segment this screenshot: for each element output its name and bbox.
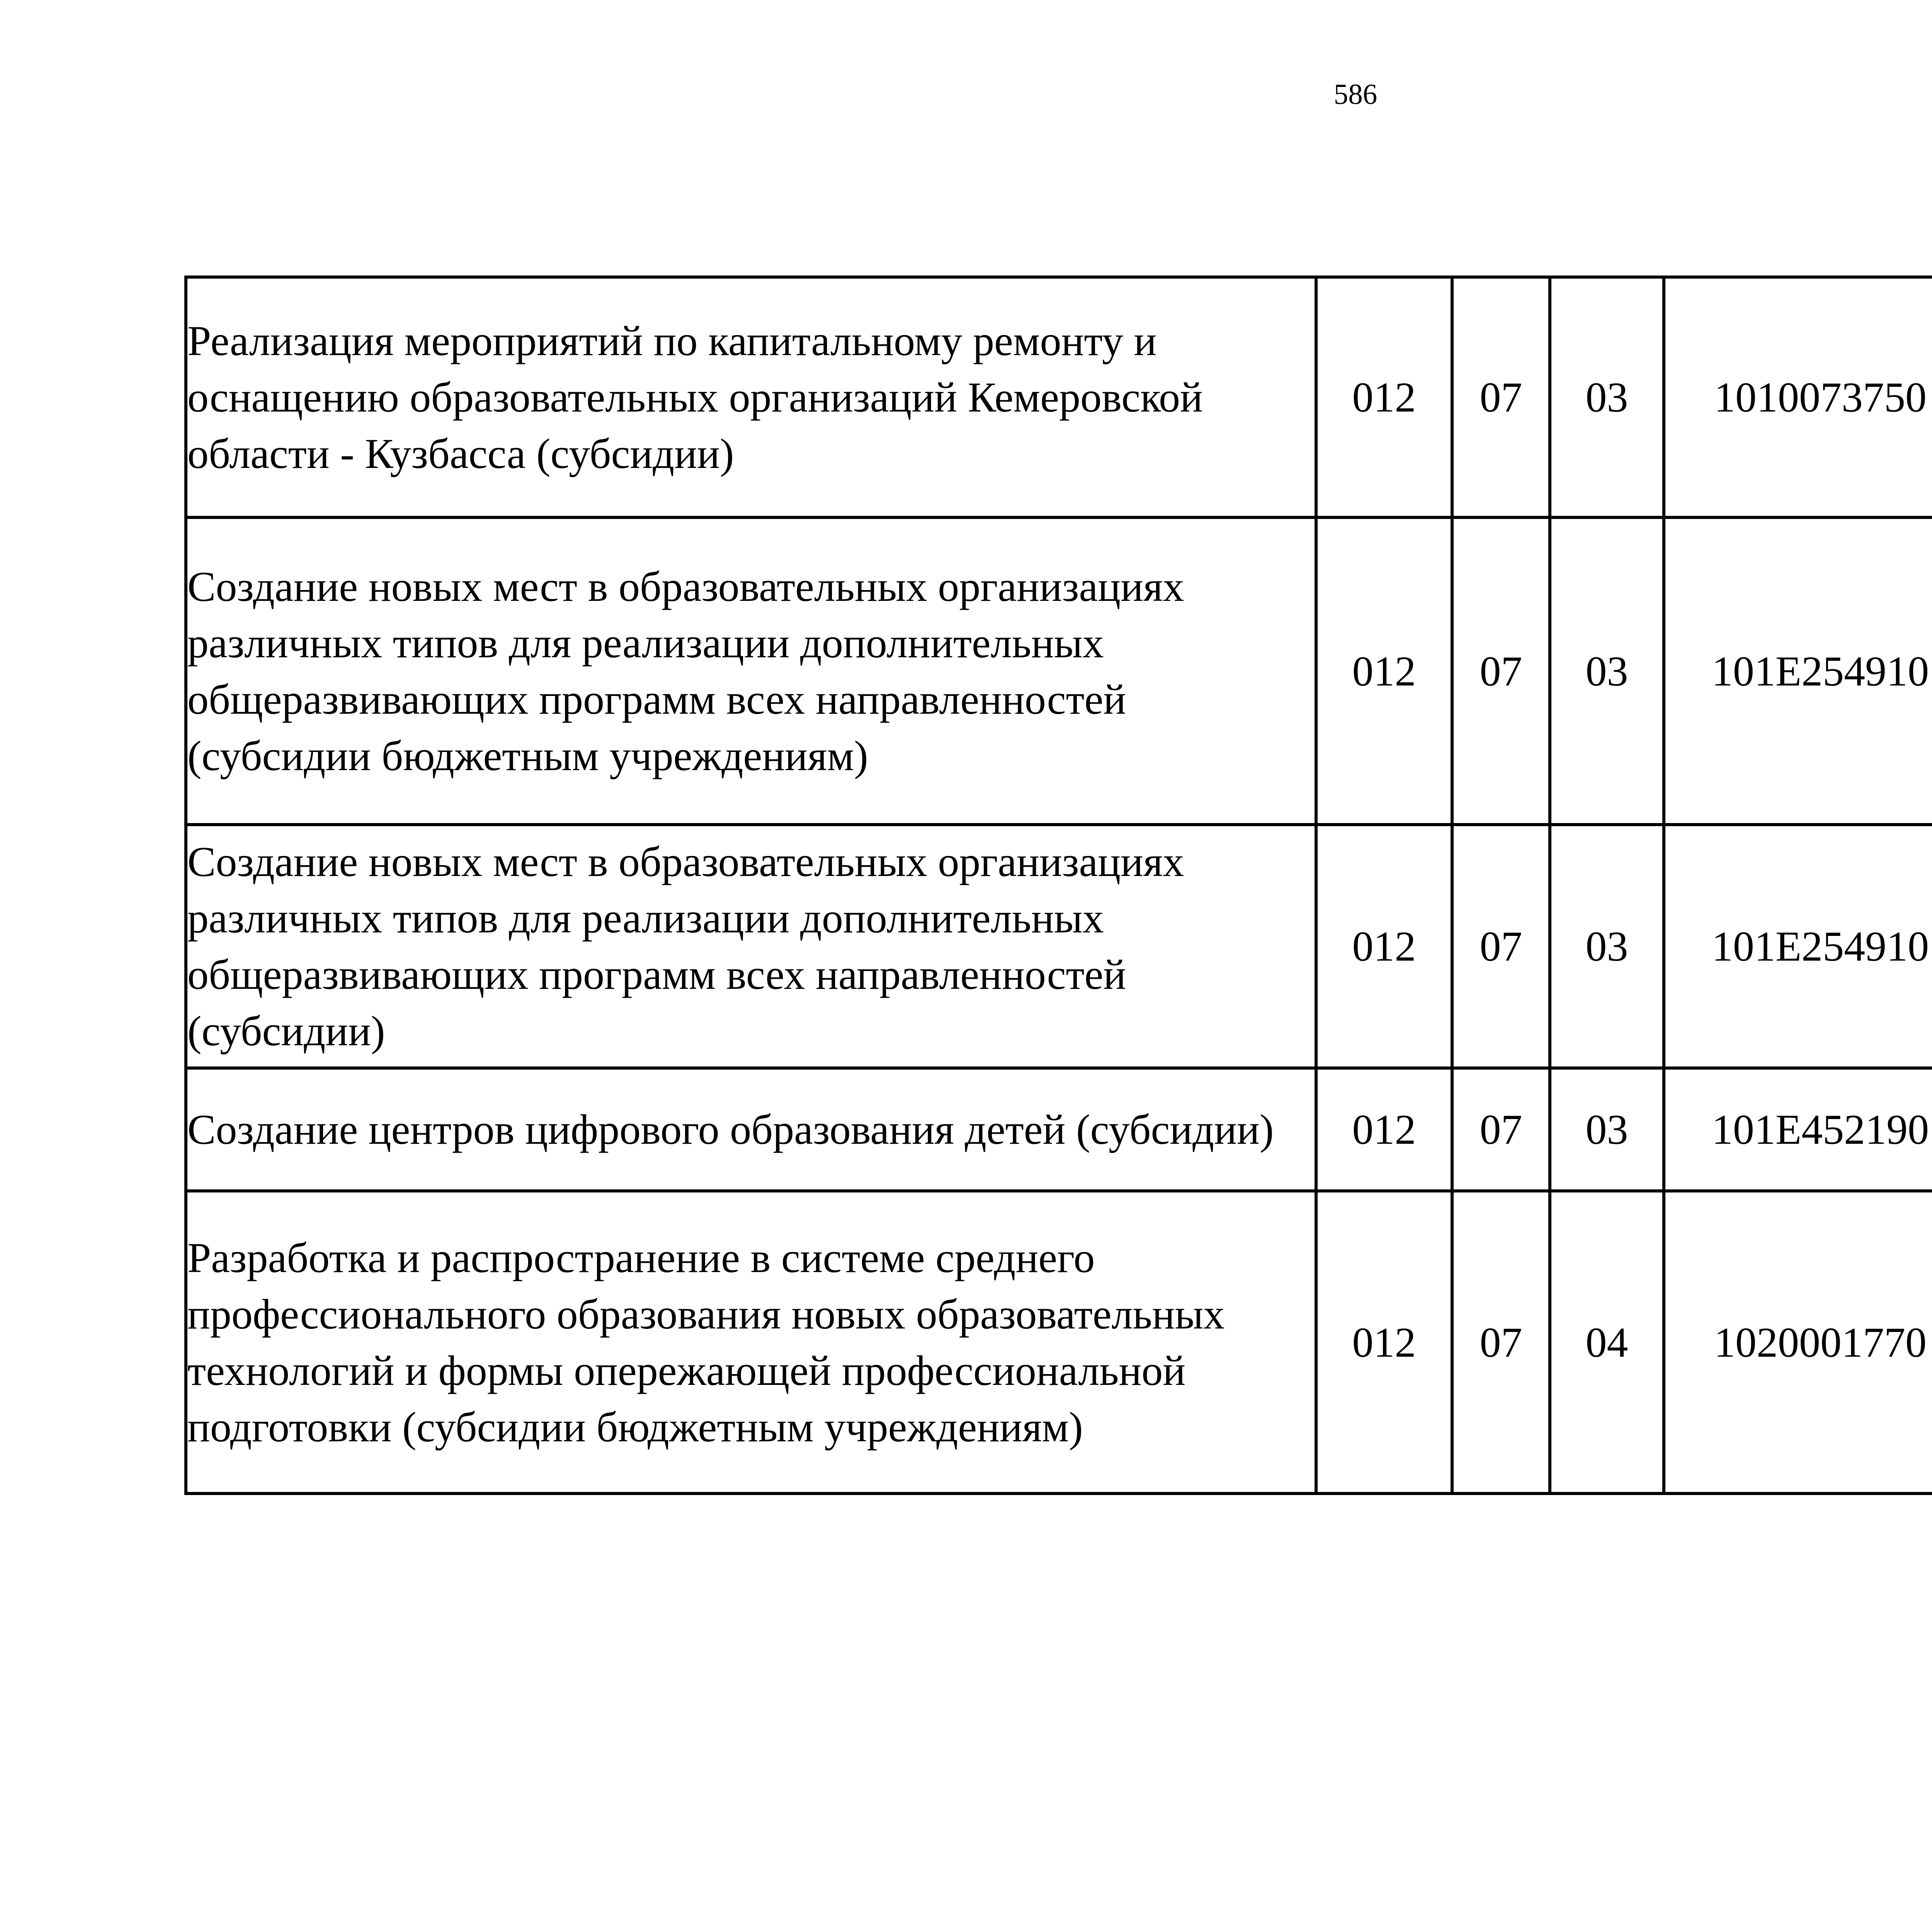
ministry-code: 012 (1316, 825, 1452, 1068)
target-article-code: 1020001770 (1664, 1191, 1932, 1493)
subsection-code: 03 (1550, 825, 1664, 1068)
subsection-code: 03 (1550, 517, 1664, 825)
section-code: 07 (1452, 517, 1550, 825)
ministry-code: 012 (1316, 277, 1452, 517)
subsection-code: 04 (1550, 1191, 1664, 1493)
page-number: 586 (1333, 78, 1378, 111)
table-row (186, 277, 1932, 517)
ministry-code: 012 (1316, 1191, 1452, 1493)
target-article-code: 101E254910 (1664, 517, 1932, 825)
row-description: Создание новых мест в образовательных организациях различных типов для реализации дополнительных общеразвивающих программ всех направленностей (субсидии бюджетным учреждениям) (186, 517, 1316, 825)
subsection-code: 03 (1550, 277, 1664, 517)
ministry-code: 012 (1316, 517, 1452, 825)
table-row (186, 1068, 1932, 1191)
section-code: 07 (1452, 1068, 1550, 1191)
row-description: Реализация мероприятий по капитальному ремонту и оснащению образовательных организаций Кемеровской области - Кузбасса (субсидии) (186, 277, 1316, 517)
table-row (186, 517, 1932, 825)
ministry-code: 012 (1316, 1068, 1452, 1191)
target-article-code: 1010073750 (1664, 277, 1932, 517)
target-article-code: 101E452190 (1664, 1068, 1932, 1191)
row-description: Создание новых мест в образовательных организациях различных типов для реализации дополнительных общеразвивающих программ всех направленностей (субсидии) (186, 825, 1316, 1068)
target-article-code: 101E254910 (1664, 825, 1932, 1068)
section-code: 07 (1452, 825, 1550, 1068)
row-description: Создание центров цифрового образования детей (субсидии) (186, 1068, 1316, 1191)
section-code: 07 (1452, 277, 1550, 517)
row-description: Разработка и распространение в системе среднего профессионального образования новых образовательных технологий и формы опережающей профессиональной подготовки (субсидии бюджетным учреждениям) (186, 1191, 1316, 1493)
section-code: 07 (1452, 1191, 1550, 1493)
budget-table (184, 276, 1932, 1495)
table-row (186, 825, 1932, 1068)
table-row (186, 1191, 1932, 1493)
subsection-code: 03 (1550, 1068, 1664, 1191)
